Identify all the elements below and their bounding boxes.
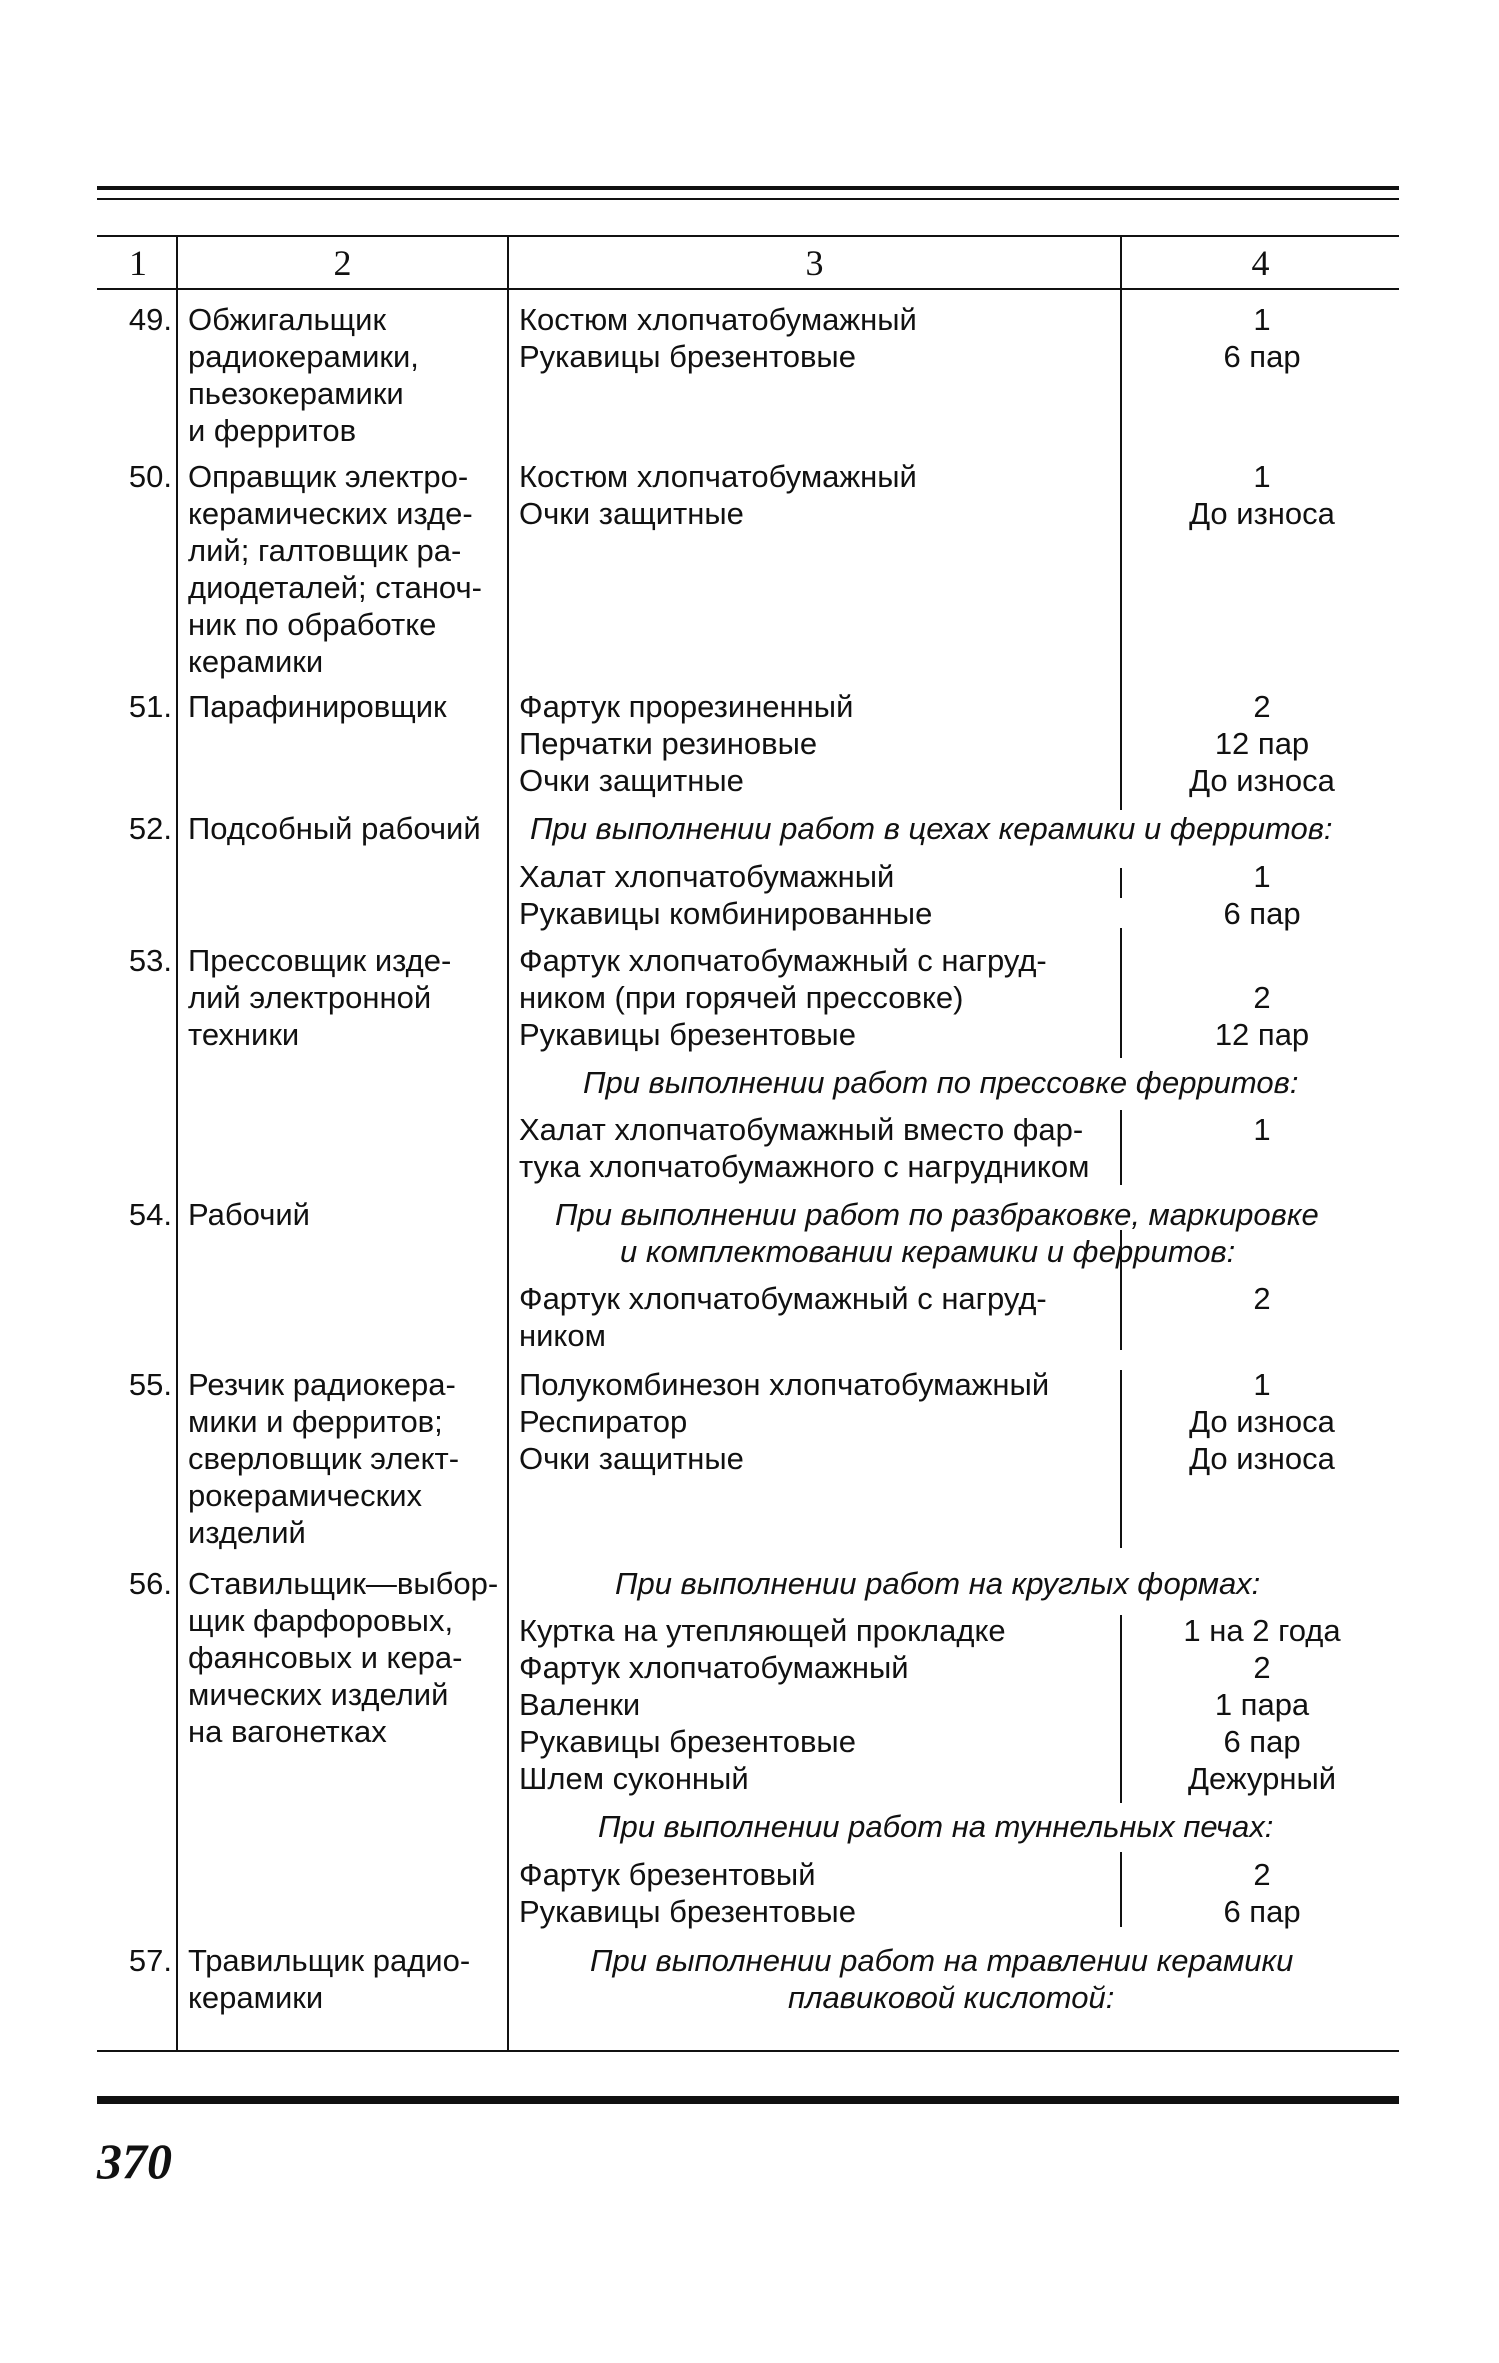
- item-quantity: 12 пар: [1214, 726, 1310, 761]
- top-rule-thick: [97, 186, 1399, 190]
- occupation-line: техники: [188, 1017, 300, 1052]
- occupation-line: радиокерамики,: [188, 339, 419, 374]
- col-divider-3: [1120, 1370, 1122, 1548]
- item-name: Рукавицы брезентовые: [519, 339, 856, 374]
- item-name: Костюм хлопчатобумажный: [519, 459, 917, 494]
- item-name: Перчатки резиновые: [519, 726, 818, 761]
- col-divider-3: [1120, 928, 1122, 1058]
- item-quantity: 6 пар: [1223, 896, 1301, 931]
- condition-note: При выполнении работ по прессовке ферритов:: [583, 1065, 1299, 1100]
- table-bottom-rule: [97, 2050, 1399, 2052]
- col-divider-1: [176, 235, 178, 2051]
- item-quantity: 2: [1253, 980, 1271, 1015]
- item-name: Шлем суконный: [519, 1761, 749, 1796]
- row-number: 51.: [128, 689, 172, 724]
- condition-note: При выполнении работ на травлении керамики: [590, 1943, 1294, 1978]
- condition-note: При выполнении работ на круглых формах:: [615, 1566, 1261, 1601]
- item-quantity: 1 пара: [1214, 1687, 1310, 1722]
- condition-note: При выполнении работ на туннельных печах:: [598, 1809, 1274, 1844]
- col-divider-3: [1120, 235, 1122, 810]
- header-bottom-rule: [97, 288, 1399, 290]
- occupation-line: мических изделий: [188, 1677, 449, 1712]
- condition-note: При выполнении работ по разбраковке, маркировке: [555, 1197, 1319, 1232]
- item-quantity: 12 пар: [1214, 1017, 1310, 1052]
- col-divider-3: [1120, 868, 1122, 898]
- item-name: Рукавицы брезентовые: [519, 1894, 856, 1929]
- occupation-line: Оправщик электро-: [188, 459, 469, 494]
- item-name: Куртка на утепляющей прокладке: [519, 1613, 1006, 1648]
- row-number: 53.: [128, 943, 172, 978]
- item-name: Очки защитные: [519, 763, 744, 798]
- item-name: Фартук хлопчатобумажный с нагруд-: [519, 1281, 1047, 1316]
- item-quantity: 1: [1253, 1367, 1271, 1402]
- item-name: ником (при горячей прессовке): [519, 980, 964, 1015]
- item-name: Полукомбинезон хлопчатобумажный: [519, 1367, 1050, 1402]
- item-name: Фартук брезентовый: [519, 1857, 816, 1892]
- condition-note: плавиковой кислотой:: [788, 1980, 1115, 2015]
- row-number: 52.: [128, 811, 172, 846]
- occupation-line: пьезокерамики: [188, 376, 404, 411]
- header-col-2: 2: [333, 243, 352, 283]
- condition-note: и комплектовании керамики и ферритов:: [620, 1234, 1236, 1269]
- header-col-1: 1: [129, 243, 147, 283]
- row-number: 55.: [128, 1367, 172, 1402]
- item-quantity: 1: [1253, 302, 1271, 337]
- item-name: Валенки: [519, 1687, 641, 1722]
- item-quantity: До износа: [1189, 496, 1335, 531]
- occupation-line: рокерамических: [188, 1478, 423, 1513]
- occupation-line: Травильщик радио-: [188, 1943, 471, 1978]
- item-name: Очки защитные: [519, 1441, 744, 1476]
- item-name: Халат хлопчатобумажный вместо фар-: [519, 1112, 1084, 1147]
- occupation-line: сверловщик элект-: [188, 1441, 460, 1476]
- item-name: Рукавицы комбинированные: [519, 896, 933, 931]
- occupation-line: ник по обработке: [188, 607, 437, 642]
- row-number: 54.: [128, 1197, 172, 1232]
- item-quantity: 2: [1253, 1857, 1271, 1892]
- occupation-line: Прессовщик изде-: [188, 943, 452, 978]
- item-quantity: До износа: [1189, 1404, 1335, 1439]
- occupation-line: и ферритов: [188, 413, 357, 448]
- occupation-line: изделий: [188, 1515, 306, 1550]
- item-quantity: До износа: [1189, 763, 1335, 798]
- row-number: 49.: [128, 302, 172, 337]
- item-name: Фартук хлопчатобумажный с нагруд-: [519, 943, 1047, 978]
- occupation-line: керамики: [188, 644, 324, 679]
- item-quantity: 6 пар: [1223, 339, 1301, 374]
- header-top-rule: [97, 235, 1399, 237]
- col-divider-3: [1120, 1852, 1122, 1927]
- item-name: тука хлопчатобумажного с нагрудником: [519, 1149, 1090, 1184]
- item-quantity: 6 пар: [1223, 1724, 1301, 1759]
- occupation-line: мики и ферритов;: [188, 1404, 443, 1439]
- occupation-line: керамики: [188, 1980, 324, 2015]
- col-divider-2: [507, 235, 509, 2051]
- item-name: ником: [519, 1318, 606, 1353]
- occupation-line: Резчик радиокера-: [188, 1367, 456, 1402]
- row-number: 56.: [128, 1566, 172, 1601]
- occupation-line: Обжигальщик: [188, 302, 387, 337]
- col-divider-3: [1120, 1615, 1122, 1803]
- occupation-line: лий; галтовщик ра-: [188, 533, 462, 568]
- occupation-line: Подсобный рабочий: [188, 811, 481, 846]
- occupation-line: керамических изде-: [188, 496, 473, 531]
- footer-rule: [97, 2096, 1399, 2104]
- item-quantity: Дежурный: [1187, 1761, 1337, 1796]
- row-number: 50.: [128, 459, 172, 494]
- item-quantity: 2: [1253, 1281, 1271, 1316]
- item-quantity: 2: [1253, 1650, 1271, 1685]
- item-quantity: 2: [1253, 689, 1271, 724]
- occupation-line: лий электронной: [188, 980, 432, 1015]
- item-quantity: 1: [1253, 1112, 1271, 1147]
- item-quantity: До износа: [1189, 1441, 1335, 1476]
- header-col-3: 3: [805, 243, 824, 283]
- item-name: Очки защитные: [519, 496, 744, 531]
- top-rule-thin: [97, 198, 1399, 200]
- item-name: Фартук хлопчатобумажный: [519, 1650, 909, 1685]
- item-name: Респиратор: [519, 1404, 688, 1439]
- item-name: Рукавицы брезентовые: [519, 1017, 856, 1052]
- row-number: 57.: [128, 1943, 172, 1978]
- item-quantity: 1 на 2 года: [1183, 1613, 1341, 1648]
- occupation-line: на вагонетках: [188, 1714, 387, 1749]
- item-quantity: 1: [1253, 459, 1271, 494]
- occupation-line: Парафинировщик: [188, 689, 447, 724]
- item-quantity: 1: [1253, 859, 1271, 894]
- occupation-line: Ставильщик—выбор-: [188, 1566, 499, 1601]
- item-name: Рукавицы брезентовые: [519, 1724, 856, 1759]
- page-number: 370: [97, 2133, 172, 2189]
- item-name: Халат хлопчатобумажный: [519, 859, 895, 894]
- occupation-line: щик фарфоровых,: [188, 1603, 454, 1638]
- header-col-4: 4: [1251, 243, 1270, 283]
- item-quantity: 6 пар: [1223, 1894, 1301, 1929]
- occupation-line: фаянсовых и кера-: [188, 1640, 463, 1675]
- item-name: Фартук прорезиненный: [519, 689, 854, 724]
- occupation-line: Рабочий: [188, 1197, 310, 1232]
- item-name: Костюм хлопчатобумажный: [519, 302, 917, 337]
- condition-note: При выполнении работ в цехах керамики и ферритов:: [530, 811, 1333, 846]
- occupation-line: диодеталей; станоч-: [188, 570, 482, 605]
- col-divider-3: [1120, 1110, 1122, 1185]
